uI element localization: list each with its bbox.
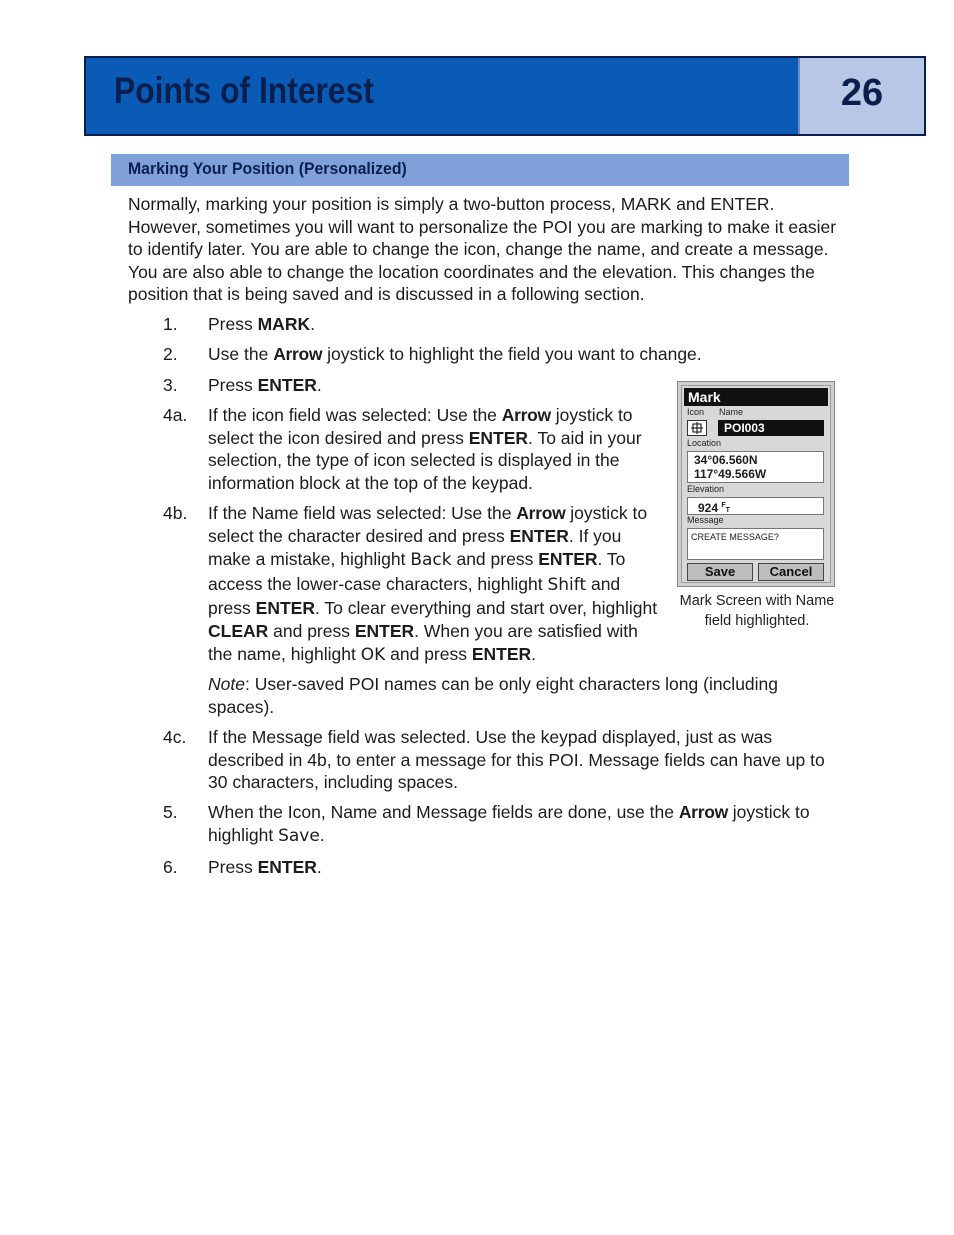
step-4b-t8: and press xyxy=(268,621,355,642)
step-1-number: 1. xyxy=(163,314,178,334)
step-4a-b2: ENTER xyxy=(468,427,529,448)
figure-caption-line-1: Mark Screen with Name xyxy=(679,593,835,609)
step-6-post: . xyxy=(316,857,322,877)
step-1-pre: Press xyxy=(208,314,258,334)
elevation-value: 924 xyxy=(698,501,719,515)
step-6-text xyxy=(208,856,608,879)
step-1-post: . xyxy=(310,314,315,334)
icon-field-label: Icon xyxy=(687,407,705,417)
intro-paragraph: Normally, marking your position is simply a two-button process, MARK and ENTER. However, sometimes you will want to personalize the POI you are marking to make it easier to identify later. You are able to change the icon, change the name, and create a message. You are also able to change the location coordinates and the elevation. This changes the position that is being saved and is discussed in a following section. xyxy=(128,194,837,304)
step-5-t1: When the Icon, Name and Message fields are done, use the xyxy=(208,802,679,822)
step-4b-number: 4b. xyxy=(163,503,188,523)
section-title: Marking Your Position (Personalized) xyxy=(128,159,407,178)
step-4b-t5: . To access the lower-case characters, highlight xyxy=(208,549,626,594)
step-4b-key-shift: Shift xyxy=(547,574,587,595)
location-field xyxy=(687,451,824,483)
longitude-value: 117°49.566W xyxy=(694,467,767,481)
step-4b-t6: and press xyxy=(208,573,621,618)
step-4b-t2: joystick to select the character desired and press xyxy=(208,503,648,547)
step-3-pre: Press xyxy=(208,375,258,395)
figure-caption xyxy=(662,592,852,631)
step-4a-b1: Arrow xyxy=(501,405,551,425)
step-3-number: 3. xyxy=(163,375,178,395)
step-4b-t9: . When you are satisfied with the name, highlight xyxy=(208,621,638,665)
step-4b-b6: ENTER xyxy=(354,621,415,642)
page-number: 26 xyxy=(840,72,884,114)
step-4b-text xyxy=(208,502,664,667)
step-4b-b5: CLEAR xyxy=(208,621,269,642)
mark-screen-figure xyxy=(677,381,835,587)
step-6-key: ENTER xyxy=(257,857,317,877)
step-5-text xyxy=(208,801,848,847)
message-field-label: Message xyxy=(687,515,724,525)
step-4b-t1: If the Name field was selected: Use the xyxy=(208,503,517,523)
step-4b-b7: ENTER xyxy=(471,644,532,665)
mark-screen xyxy=(681,385,831,583)
step-4a-text xyxy=(208,404,663,494)
step-4b-b1: Arrow xyxy=(516,503,566,523)
note-label: Note xyxy=(208,674,245,694)
page-title: Points of Interest xyxy=(114,70,374,111)
step-6-pre: Press xyxy=(208,857,258,877)
step-4b-b4: ENTER xyxy=(255,597,315,618)
step-5-t3: . xyxy=(319,824,325,845)
step-4a-t2: joystick to select the icon desired and press xyxy=(208,405,633,448)
step-5-t2: joystick to highlight xyxy=(208,802,810,845)
waypoint-icon xyxy=(687,420,707,436)
name-field-label: Name xyxy=(719,407,744,417)
step-4a-t3: . To aid in your selection, the type of icon selected is displayed in the information block at the top of the keypad. xyxy=(208,427,642,493)
figure-caption-line-2: field highlighted. xyxy=(704,612,810,629)
step-3-key: ENTER xyxy=(257,375,317,395)
section-heading-bar xyxy=(111,154,849,186)
step-3-post: . xyxy=(316,375,322,395)
step-4b-t4: and press xyxy=(451,549,539,570)
save-button: Save xyxy=(687,563,753,581)
message-field: CREATE MESSAGE? xyxy=(687,528,824,560)
mark-screen-title: Mark xyxy=(684,388,828,406)
step-5-b1: Arrow xyxy=(678,802,728,822)
step-2-text xyxy=(208,343,843,366)
step-4c-text: If the Message field was selected. Use the keypad displayed, just as was described in 4b, to enter a message for this POI. Message fields can have up to 30 characters, including spaces. xyxy=(208,727,825,792)
note-text: : User-saved POI names can be only eight characters long (including spaces). xyxy=(208,674,779,717)
step-6-number: 6. xyxy=(163,857,178,877)
note-paragraph xyxy=(208,673,838,718)
step-5-number: 5. xyxy=(163,802,178,822)
step-4a-number: 4a. xyxy=(163,405,188,425)
step-3-text xyxy=(208,374,648,397)
step-1-key: MARK xyxy=(257,314,311,334)
step-4b-t11: . xyxy=(531,644,537,665)
step-4c-number: 4c. xyxy=(163,727,187,747)
elevation-unit-f: F xyxy=(721,502,726,509)
step-4b-key-ok: OK xyxy=(360,645,386,666)
step-2-pre: Use the xyxy=(208,344,274,364)
step-4a-t1: If the icon field was selected: Use the xyxy=(208,405,502,425)
step-5-key-save: Save xyxy=(278,825,320,846)
elevation-field-label: Elevation xyxy=(687,484,725,494)
location-field-label: Location xyxy=(687,438,722,448)
step-1-text xyxy=(208,313,838,336)
step-4b-b3: ENTER xyxy=(538,549,598,570)
step-4b-key-back: Back xyxy=(410,550,452,571)
elevation-field xyxy=(687,497,824,515)
name-field: POI003 xyxy=(718,420,824,436)
page-number-box xyxy=(798,58,924,134)
step-4b-b2: ENTER xyxy=(509,526,569,547)
step-2-key: Arrow xyxy=(273,344,323,364)
elevation-unit-t: T xyxy=(725,507,730,514)
step-4b-t10: and press xyxy=(385,644,472,665)
step-2-number: 2. xyxy=(163,344,178,364)
step-2-post: joystick to highlight the field you want to change. xyxy=(322,344,702,364)
latitude-value: 34°06.560N xyxy=(694,453,758,467)
step-4b-t7: . To clear everything and start over, highlight xyxy=(314,597,658,618)
page-header xyxy=(84,56,926,136)
step-4b-t3: . If you make a mistake, highlight xyxy=(208,526,622,570)
crosshair-icon xyxy=(691,422,703,434)
cancel-button: Cancel xyxy=(758,563,824,581)
